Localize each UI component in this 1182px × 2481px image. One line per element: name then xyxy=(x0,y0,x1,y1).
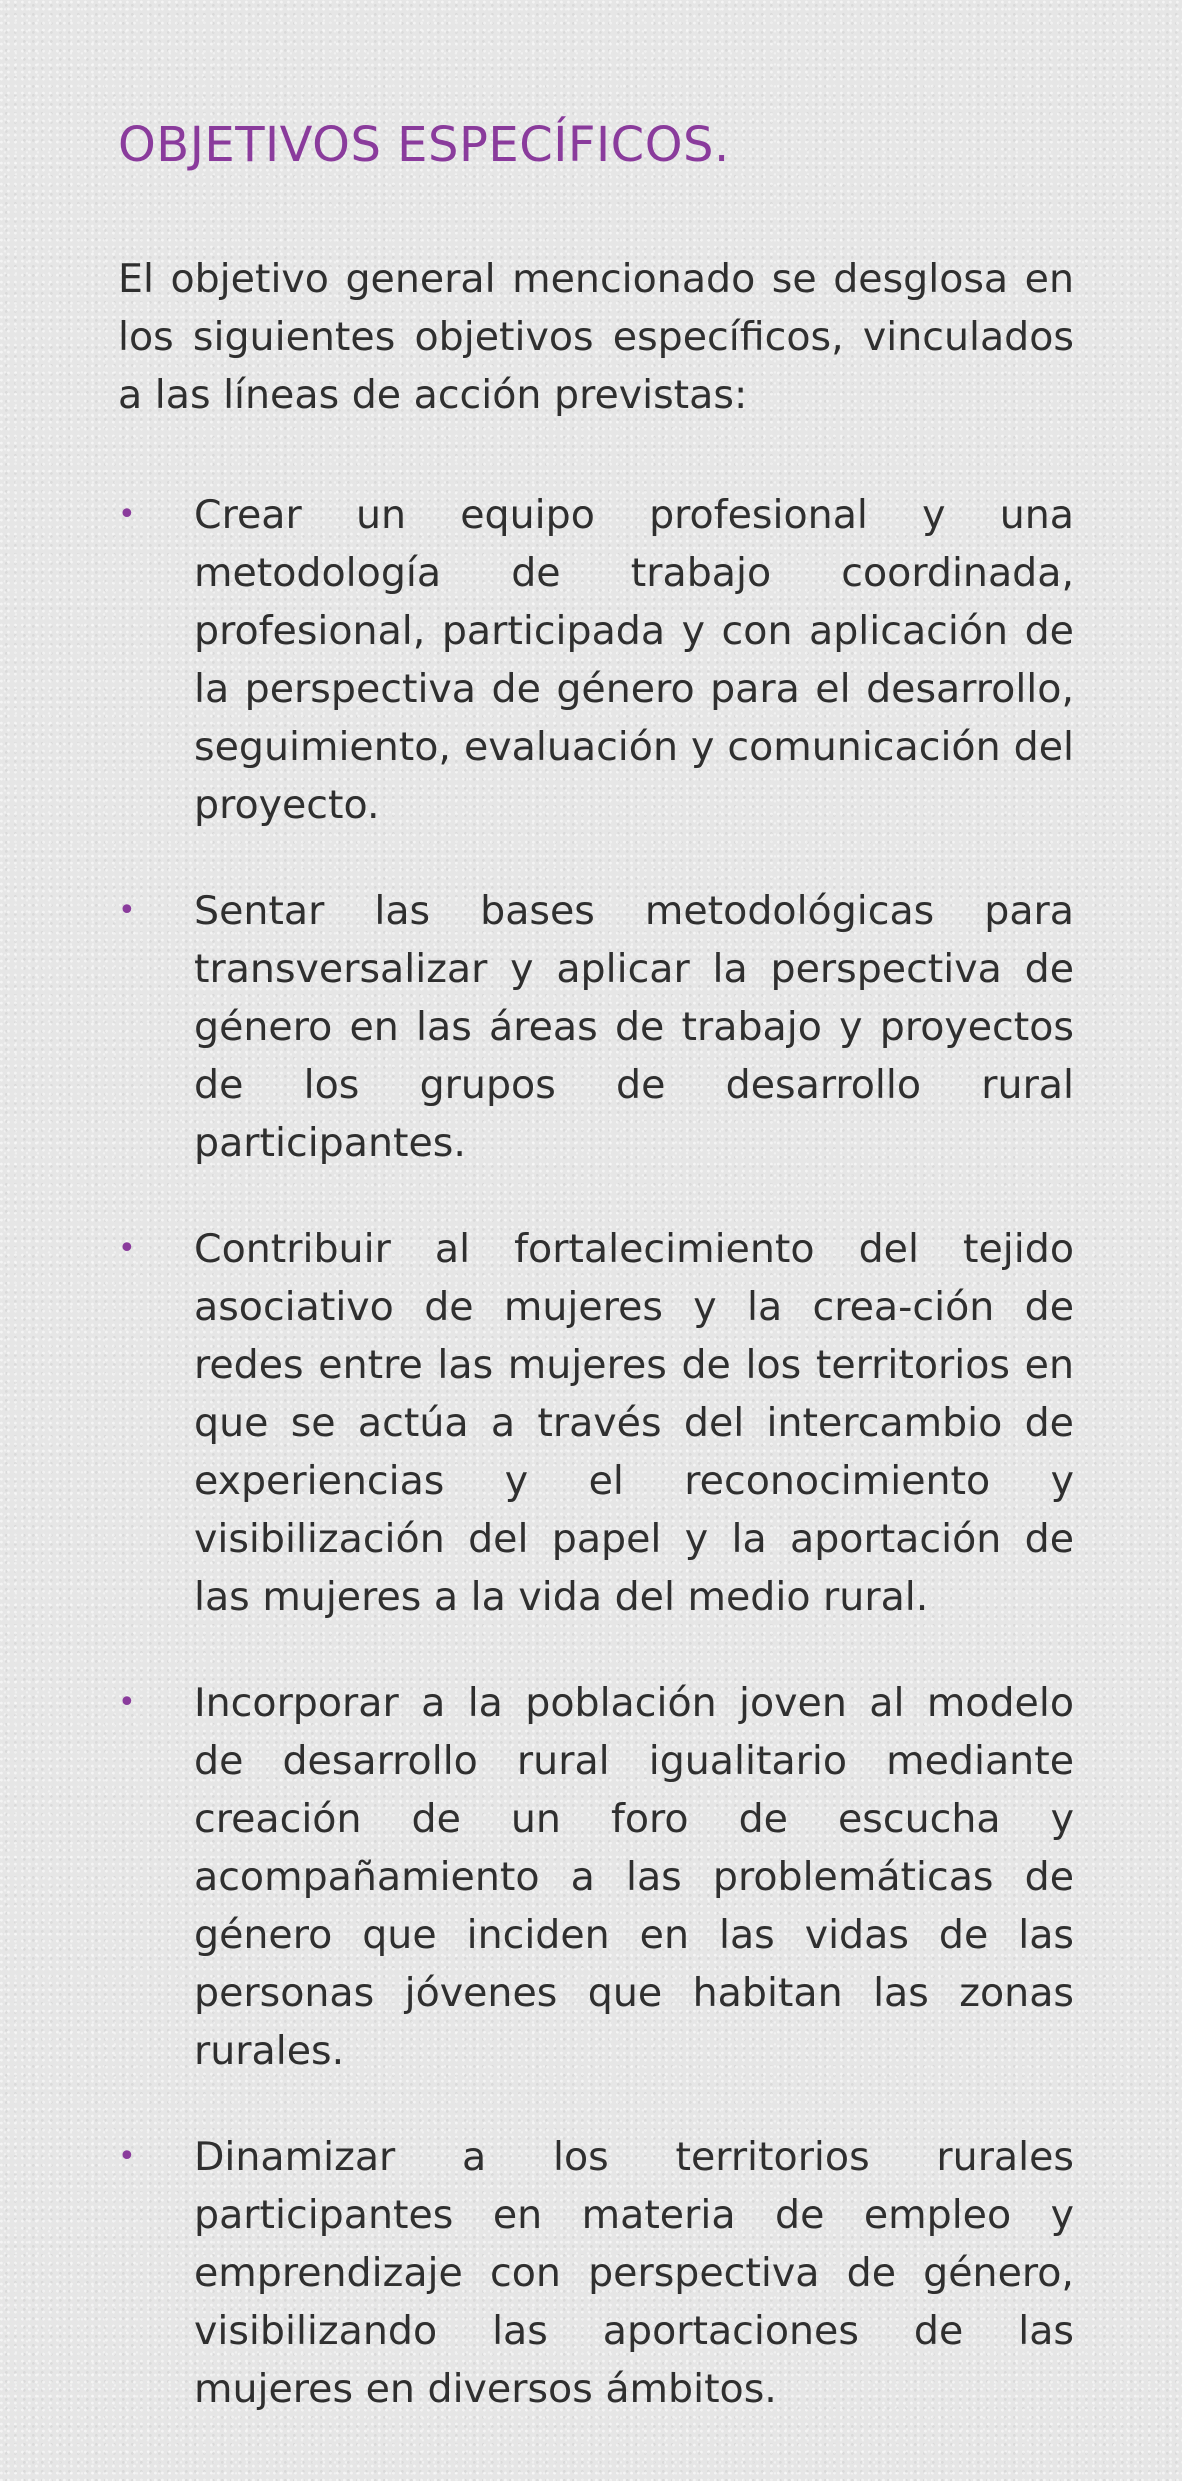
bullet-icon: • xyxy=(118,1231,136,1266)
bullet-icon: • xyxy=(118,1685,136,1720)
bullet-icon: • xyxy=(118,497,136,532)
objective-item xyxy=(118,2128,1074,2418)
section-heading: OBJETIVOS ESPECÍFICOS. xyxy=(118,117,730,173)
bullet-icon: • xyxy=(118,893,136,928)
objective-text: Crear un equipo profesional y una metodología de trabajo coordinada, profesional, participada y con aplicación de la perspectiva de género para el desarrollo, seguimiento, evaluación y comunicación del proyecto. xyxy=(194,492,1074,828)
objective-text: Sentar las bases metodológicas para transversalizar y aplicar la perspectiva de género en las áreas de trabajo y proyectos de los grupos de desarrollo rural participantes. xyxy=(194,888,1074,1166)
bullet-icon: • xyxy=(118,2139,136,2174)
objective-text: Incorporar a la población joven al modelo de desarrollo rural igualitario mediante creación de un foro de escucha y acompañamiento a las problemáticas de género que inciden en las vidas de las personas jóvenes que habitan las zonas rurales. xyxy=(194,1680,1074,2074)
intro-paragraph: El objetivo general mencionado se desglosa en los siguientes objetivos específicos, vinculados a las líneas de acción previstas: xyxy=(118,256,1074,418)
objective-item xyxy=(118,1674,1074,2080)
objective-item xyxy=(118,486,1074,834)
objective-text: Contribuir al fortalecimiento del tejido asociativo de mujeres y la crea-ción de redes entre las mujeres de los territorios en que se actúa a través del intercambio de experiencias y el reconocimiento y visibilización del papel y la aportación de las mujeres a la vida del medio rural. xyxy=(194,1226,1074,1620)
objective-text: Dinamizar a los territorios rurales participantes en materia de empleo y emprendizaje con perspectiva de género, visibilizando las aportaciones de las mujeres en diversos ámbitos. xyxy=(194,2134,1074,2412)
objective-item xyxy=(118,882,1074,1172)
objectives-list xyxy=(118,486,1074,2418)
objective-item xyxy=(118,1220,1074,1626)
